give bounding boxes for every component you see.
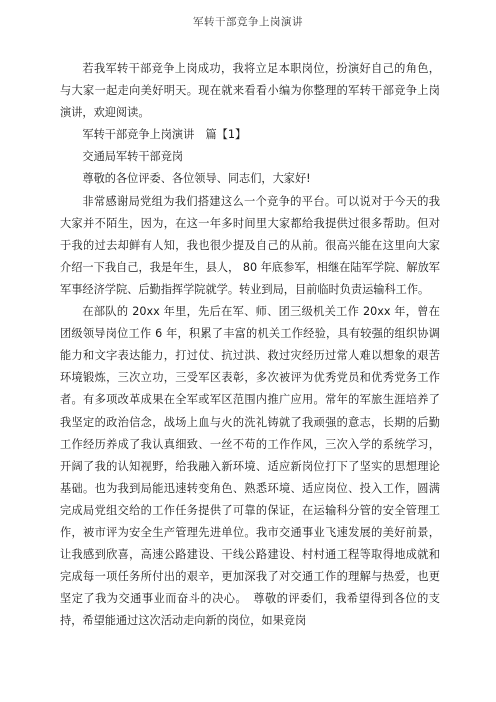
intro-paragraph: 若我军转干部竞争上岗成功，我将立足本职岗位，扮演好自己的角色，与大家一起走向美好明天。现在就来看看小编为你整理的军转干部竞争上岗演讲，欢迎阅读。 [60, 62, 440, 120]
self-intro-paragraph: 非常感谢局党组为我们搭建这么一个竞争的平台。可以说对于今天的我大家并不陌生，因为，在这一年多时间里大家都给我提供过很多帮助。但对于我的过去却鲜有人知，我也很少提及自己的从前。很高兴能在这里向大家介绍一下我自己，我是年生，县人， 80 年底参军，相继在陆军学院、解放军军事经济学院、后勤指挥学院就学。转业到局，目前临时负责运输科工作。 [60, 194, 440, 296]
section-heading: 军转干部竞争上岗演讲 篇【1】 [82, 128, 247, 142]
page-header-title: 军转干部竞争上岗演讲 [193, 16, 303, 28]
experience-paragraph: 在部队的 20xx 年里，先后在军、师、团三级机关工作 20xx 年，曾在团级领导岗位工作 6 年，积累了丰富的机关工作经验，具有较强的组织协调能力和文字表达能力，打过仗、抗过洪、救过灾经历过常人难以想象的艰苦环境锻炼，三次立功，三受军区表彰，多次被评为优秀党员和优秀党务工作者。有多项改革成果在全军或军区范围内推广应用。常年的军旅生涯培养了我坚定的政治信念，战场上血与火的洗礼铸就了我顽强的意志，长期的后勤工作经历养成了我认真细致、一丝不苟的工作作风，三次入学的系统学习，开阔了我的认知视野，给我融入新环境、适应新岗位打下了坚实的思想理论基础。也为我到局能迅速转变角色、熟悉环境、适应岗位、投入工作，圆满完成局党组交给的工作任务提供了可靠的保证，在运输科分管的安全管理工作，被市评为安全生产管理先进单位。我市交通事业飞速发展的美好前景，让我感到欣喜，高速公路建设、干线公路建设、村村通工程等取得地成就和完成每一项任务所付出的艰辛，更加深我了对交通工作的理解与热爱，也更坚定了我为交通事业而奋斗的决心。 尊敬的评委们，我希望得到各位的支持，希望能通过这次活动走向新的岗位，如果竞岗 [60, 305, 440, 628]
greeting-paragraph: 尊敬的各位评委、各位领导、同志们，大家好! [82, 172, 311, 186]
speech-title: 交通局军转干部竞岗 [82, 150, 184, 164]
document-body [60, 58, 440, 632]
